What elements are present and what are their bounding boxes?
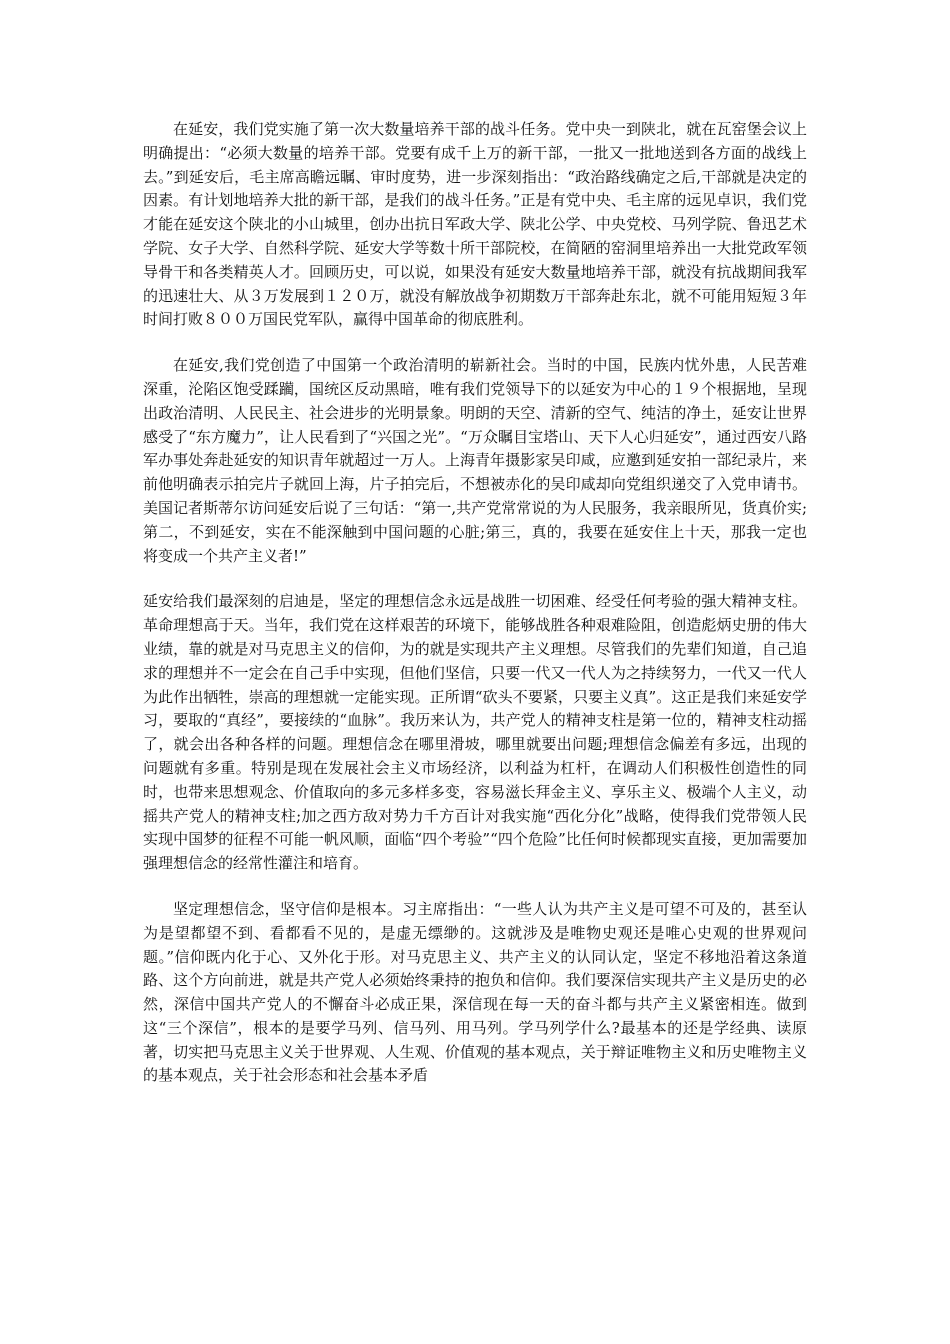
paragraph-cadre-training: 在延安，我们党实施了第一次大数量培养干部的战斗任务。党中央一到陕北，就在瓦窑堡会议上明确提出：“必须大数量的培养干部。党要有成千上万的新干部，一批又一批地送到各方面的战线上去。”到延安后，毛主席高瞻远瞩、审时度势，进一步深刻指出：“政治路线确定之后,干部就是决定的因素。有计划地培养大批的新干部，是我们的战斗任务。”正是有党中央、毛主席的远见卓识，我们党才能在延安这个陕北的小山城里，创办出抗日军政大学、陕北公学、中央党校、马列学院、鲁迅艺术学院、女子大学、自然科学院、延安大学等数十所干部院校，在简陋的窑洞里培养出一大批党政军领导骨干和各类精英人才。回顾历史，可以说，如果没有延安大数量地培养干部，就没有抗战期间我军的迅速壮大、从３万发展到１２０万，就没有解放战争初期数万干部奔赴东北，就不可能用短短３年时间打败８００万国民党军队，赢得中国革命的彻底胜利。: [143, 120, 807, 329]
paragraph-clean-politics: 在延安,我们党创造了中国第一个政治清明的崭新社会。当时的中国，民族内忧外患，人民苦难深重，沦陷区饱受蹂躏，国统区反动黑暗，唯有我们党领导下的以延安为中心的１９个根据地，呈现出政治清明、人民民主、社会进步的光明景象。明朗的天空、清新的空气、纯洁的净土，延安让世界感受了“东方魔力”，让人民看到了“兴国之光”。“万众瞩目宝塔山、天下人心归延安”，通过西安八路军办事处奔赴延安的知识青年就超过一万人。上海青年摄影家吴印咸，应邀到延安拍一部纪录片，来前他明确表示拍完片子就回上海，片子拍完后，不想被赤化的吴印咸却向党组织递交了入党申请书。美国记者斯蒂尔访问延安后说了三句话：“第一,共产党常常说的为人民服务，我亲眼所见，货真价实;第二，不到延安，实在不能深触到中国问题的心脏;第三，真的，我要在延安住上十天，那我一定也将变成一个共产主义者!”: [143, 356, 807, 565]
paragraph-firm-belief: 坚定理想信念，坚守信仰是根本。习主席指出：“一些人认为共产主义是可望不可及的，甚至认为是望都望不到、看都看不见的，是虚无缥缈的。这就涉及是唯物史观还是唯心史观的世界观问题。”信仰既内化于心、又外化于形。对马克思主义、共产主义的认同认定，坚定不移地沿着这条道路、这个方向前进，就是共产党人必须始终秉持的抱负和信仰。我们要深信实现共产主义是历史的必然，深信中国共产党人的不懈奋斗必成正果，深信现在每一天的奋斗都与共产主义紧密相连。做到这“三个深信”，根本的是要学马列、信马列、用马列。学马列学什么?最基本的还是学经典、读原著，切实把马克思主义关于世界观、人生观、价值观的基本观点，关于辩证唯物主义和历史唯物主义的基本观点，关于社会形态和社会基本矛盾: [143, 899, 807, 1085]
document-body: [143, 118, 807, 1110]
paragraph-ideals-inspiration: 延安给我们最深刻的启迪是，坚定的理想信念永远是战胜一切困难、经受任何考验的强大精神支柱。革命理想高于天。当年，我们党在这样艰苦的环境下，能够战胜各种艰难险阻，创造彪炳史册的伟大业绩，靠的就是对马克思主义的信仰，为的就是实现共产主义理想。尽管我们的先辈们知道，自己追求的理想并不一定会在自己手中实现，但他们坚信，只要一代又一代人为之持续努力，一代又一代人为此作出牺牲，崇高的理想就一定能实现。正所谓“砍头不要紧，只要主义真”。这正是我们来延安学习，要取的“真经”，要接续的“血脉”。我历来认为，共产党人的精神支柱是第一位的，精神支柱动摇了，就会出各种各样的问题。理想信念在哪里滑坡，哪里就要出问题;理想信念偏差有多远，出现的问题就有多重。特别是现在发展社会主义市场经济，以利益为杠杆，在调动人们积极性创造性的同时，也带来思想观念、价值取向的多元多样多变，容易滋长拜金主义、享乐主义、极端个人主义，动摇共产党人的精神支柱;加之西方敌对势力千方百计对我实施“西化分化”战略，使得我们党带领人民实现中国梦的征程不可能一帆风顺，面临“四个考验”“四个危险”比任何时候都现实直接，更加需要加强理想信念的经常性灌注和培育。: [143, 592, 807, 873]
